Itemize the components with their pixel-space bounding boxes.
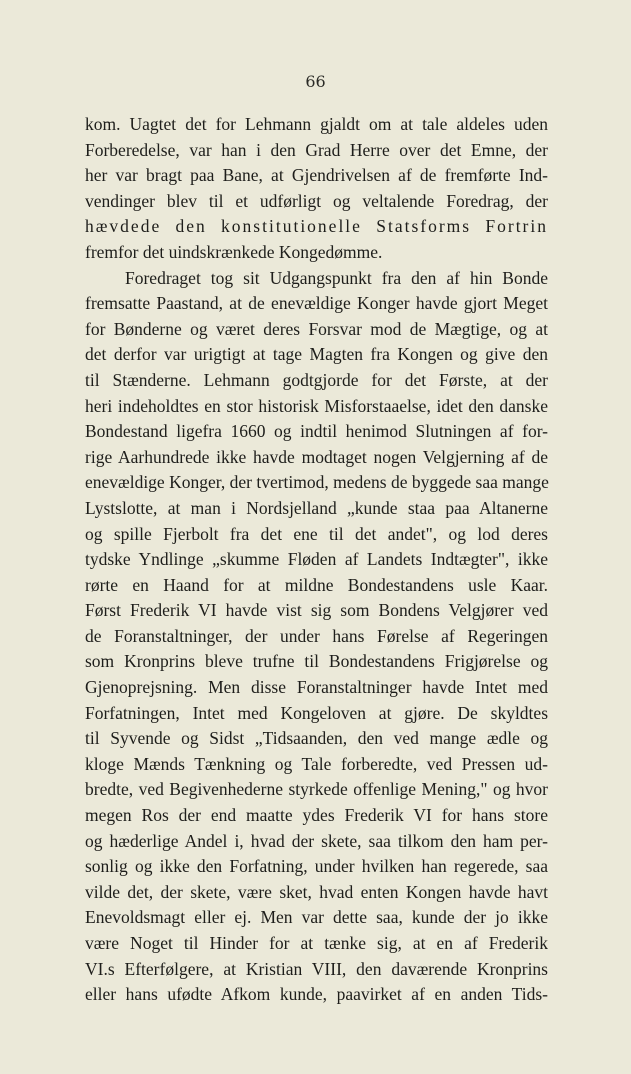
page-number: 66 (305, 72, 326, 91)
text-line: Lystslotte, at man i Nordsjelland „kunde staa paa Altanerne (85, 497, 548, 518)
text-line: vendinger blev til et udførligt og veltalende Foredrag, der (85, 190, 548, 211)
text-line: heri indeholdtes en stor historisk Misforstaaelse, idet den danske (85, 395, 548, 416)
text-line: Forfatningen, Intet med Kongeloven at gjøre. De skyldtes (85, 702, 548, 723)
text-line: det derfor var urigtigt at tage Magten fra Kongen og give den (85, 344, 548, 365)
text-line: Gjenoprejsning. Men disse Foranstaltninger havde Intet med (85, 677, 548, 698)
text-line: bredte, ved Begivenhederne styrkede offenlige Mening," og hvor (85, 779, 548, 800)
text-line: megen Ros der end maatte ydes Frederik VI for hans store (85, 805, 548, 826)
text-line: her var bragt paa Bane, at Gjendrivelsen af de fremførte Ind- (85, 165, 548, 186)
text-line: til Syvende og Sidst „Tidsaanden, den ved mange ædle og (85, 728, 548, 749)
text-line: kloge Mænds Tænkning og Tale forberedte, ved Pressen ud- (85, 753, 548, 774)
text-line: og hæderlige Andel i, hvad der skete, saa tilkom den ham per- (85, 830, 548, 851)
text-line: rige Aarhundrede ikke havde modtaget nogen Velgjerning af de (85, 446, 548, 467)
text-line: enevældige Konger, der tvertimod, medens de byggede saa mange (85, 472, 549, 493)
text-line: tydske Yndlinge „skumme Fløden af Landets Indtægter", ikke (85, 549, 548, 570)
body-text (85, 112, 548, 1008)
text-line: Bondestand ligefra 1660 og indtil henimod Slutningen af for- (85, 421, 548, 442)
text-line: som Kronprins bleve trufne til Bondestandens Frigjørelse og (85, 651, 548, 672)
text-line: fremsatte Paastand, at de enevældige Konger havde gjort Meget (85, 293, 548, 314)
text-line: Enevoldsmagt eller ej. Men var dette saa, kunde der jo ikke (85, 907, 548, 928)
text-line: til Stænderne. Lehmann godtgjorde for det Første, at der (85, 369, 548, 390)
text-line: kom. Uagtet det for Lehmann gjaldt om at tale aldeles uden (85, 114, 548, 134)
text-line: for Bønderne og været deres Forsvar mod de Mægtige, og at (85, 318, 548, 339)
text-line: VI.s Efterfølgere, at Kristian VIII, den daværende Kronprins (85, 958, 548, 979)
text-line: sonlig og ikke den Forfatning, under hvilken han regerede, saa (85, 856, 548, 877)
text-line: vilde det, der skete, være sket, hvad enten Kongen havde havt (85, 881, 548, 902)
text-line: hævdede den konstitutionelle Statsforms Fortrin (85, 216, 548, 237)
text-line: være Noget til Hinder for at tænke sig, at en af Frederik (85, 933, 548, 953)
text-line: Først Frederik VI havde vist sig som Bondens Velgjører ved (85, 600, 548, 621)
text-line: de Foranstaltninger, der under hans Førelse af Regeringen (85, 625, 548, 646)
text-line: eller hans ufødte Afkom kunde, paavirket af en anden Tids- (85, 984, 548, 1005)
text-line: rørte en Haand for at mildne Bondestandens usle Kaar. (85, 574, 548, 595)
text-line: og spille Fjerbolt fra det ene til det andet", og lod deres (85, 523, 548, 544)
text-line: Forberedelse, var han i den Grad Herre over det Emne, der (85, 139, 548, 160)
text-line: Foredraget tog sit Udgangspunkt fra den af hin Bonde (125, 267, 548, 288)
text-line: fremfor det uindskrænkede Kongedømme. (85, 241, 383, 262)
